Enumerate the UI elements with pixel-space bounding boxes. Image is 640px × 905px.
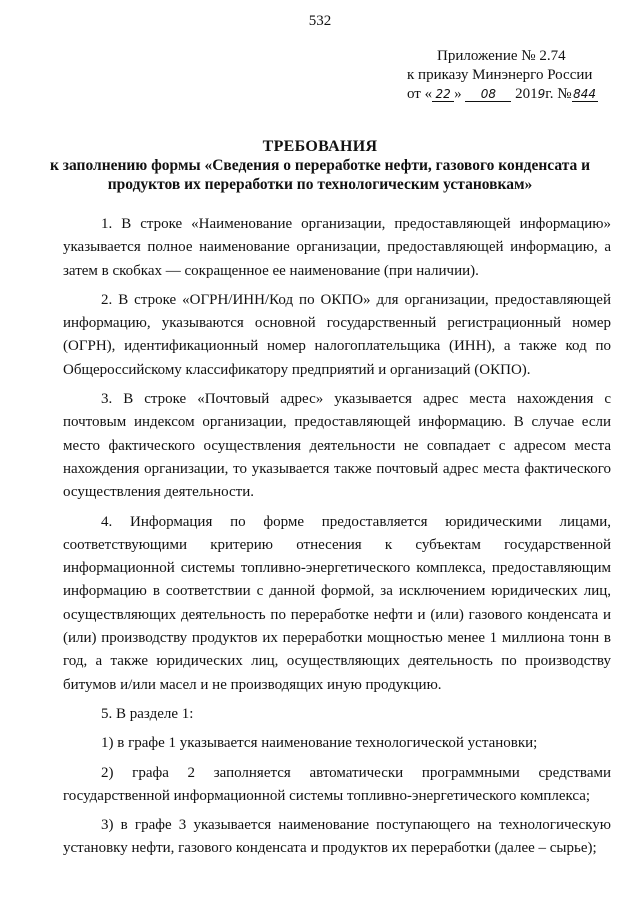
paragraph-2: 2. В строке «ОГРН/ИНН/Код по ОКПО» для организации, предоставляющей информацию, указываются основной государственный регистрационный номер (ОГРН), идентификационный номер налогоплательщика (ИНН), а также код по Общероссийскому классификатору предприятий и организаций (ОКПО). — [63, 291, 611, 378]
date-prefix: от « — [407, 86, 433, 102]
paragraph-3: 3. В строке «Почтовый адрес» указывается адрес места нахождения с почтовым индексом организации, предоставляющей информацию. В случае если место фактического осуществления деятельности не совпадает с адресом места нахождения организации, то указывается также почтовый адрес места фактического осуществления деятельности. — [63, 391, 611, 501]
appendix-header — [407, 47, 607, 104]
title-sub-line-2: продуктов их переработки по технологическим установкам» — [107, 176, 533, 193]
title-main: ТРЕБОВАНИЯ — [262, 138, 378, 155]
paragraph-4: 4. Информация по форме предоставляется юридическими лицами, соответствующими критерию отнесения к субъектам государственной информационной системы топливно-энергетического комплекса, предоставляющим информацию в соответствии с данной формой, за исключением юридических лиц, осуществляющих деятельность по переработке нефти и (или) газового конденсата и (или) производству продуктов их переработки мощностью менее 1 миллиона тонн в год, а также юридических лиц, осуществляющих деятельность по производству битумов и/или масел и не производящих иную продукцию. — [63, 513, 611, 693]
order-number-handwritten: 844 — [573, 87, 596, 101]
date-day-handwritten: 22 — [432, 87, 454, 102]
document-title — [0, 137, 640, 194]
date-year-prefix: 201 — [515, 86, 538, 102]
appendix-number: Приложение № 2.74 — [437, 48, 566, 64]
appendix-order-ref: к приказу Минэнерго России — [407, 67, 593, 83]
paragraph-5-item-1: 1) в графе 1 указывается наименование технологической установки; — [101, 735, 538, 752]
title-sub-line-1: к заполнению формы «Сведения о переработке нефти, газового конденсата и — [49, 157, 591, 174]
date-year-suffix: г. № — [545, 86, 572, 102]
appendix-date-line — [407, 85, 607, 104]
document-body — [63, 213, 611, 867]
date-close-quote: » — [454, 86, 462, 102]
paragraph-5: 5. В разделе 1: — [101, 705, 194, 722]
paragraph-5-item-2: 2) графа 2 заполняется автоматически программными средствами государственной информационной системы топливно-энергетического комплекса; — [63, 764, 611, 804]
date-year-digit-handwritten: 9 — [537, 87, 546, 101]
paragraph-5-item-3: 3) в графе 3 указывается наименование поступающего на технологическую установку нефти, газового конденсата и продуктов их переработки (далее – сырье); — [63, 817, 611, 857]
paragraph-1: 1. В строке «Наименование организации, предоставляющей информацию» указывается полное наименование организации, предоставляющей информацию, а затем в скобках — сокращенное ее наименование (при наличии). — [63, 216, 611, 279]
page-number: 532 — [308, 13, 332, 29]
date-month-handwritten: 08 — [465, 87, 511, 102]
